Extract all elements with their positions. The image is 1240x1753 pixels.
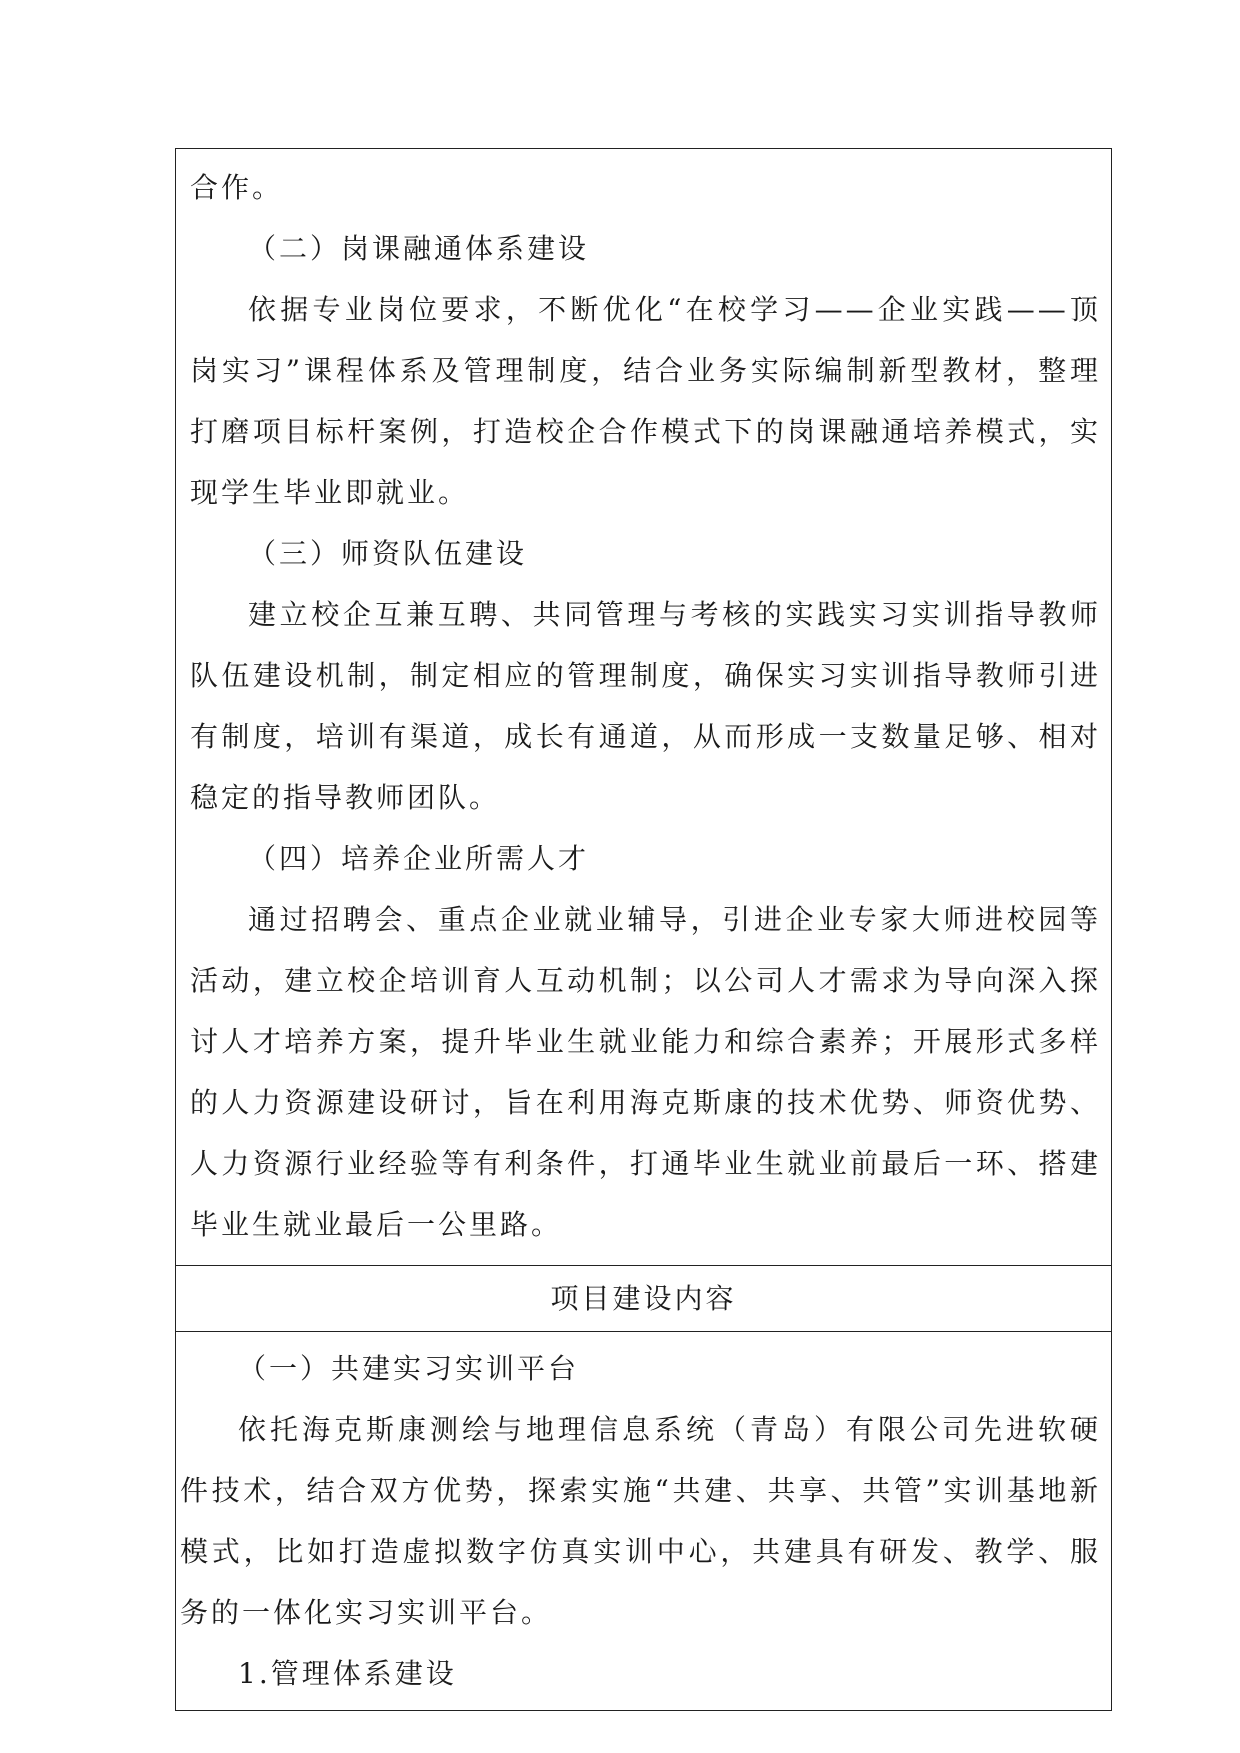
content-table (175, 148, 1112, 1711)
section-heading-4: （四）培养企业所需人才 (248, 842, 590, 875)
section-heading-3: （三）师资队伍建设 (248, 537, 528, 570)
content-subheading-1: 1.管理体系建设 (238, 1657, 457, 1690)
paragraph-2: 依据专业岗位要求，不断优化“在校学习——企业实践——顶岗实习”课程体系及管理制度，结合业务实际编制新型教材，整理打磨项目标杆案例，打造校企合作模式下的岗课融通培养模式，实现学生毕业即就业。 (190, 293, 1101, 509)
table-header-cell (176, 1265, 1111, 1331)
table-cell-content (176, 1331, 1111, 1710)
table-section-title: 项目建设内容 (550, 1281, 737, 1315)
paragraph-3: 建立校企互兼互聘、共同管理与考核的实践实习实训指导教师队伍建设机制，制定相应的管理制度，确保实习实训指导教师引进有制度，培训有渠道，成长有通道，从而形成一支数量足够、相对稳定的指导教师团队。 (190, 598, 1101, 814)
continuation-text: 合作。 (190, 171, 284, 204)
content-heading-1: （一）共建实习实训平台 (238, 1352, 580, 1385)
paragraph-4: 通过招聘会、重点企业就业辅导，引进企业专家大师进校园等活动，建立校企培训育人互动机制；以公司人才需求为导向深入探讨人才培养方案，提升毕业生就业能力和综合素养；开展形式多样的人力资源建设研讨，旨在利用海克斯康的技术优势、师资优势、人力资源行业经验等有利条件，打通毕业生就业前最后一环、搭建毕业生就业最后一公里路。 (190, 903, 1101, 1241)
content-paragraph-1: 依托海克斯康测绘与地理信息系统（青岛）有限公司先进软硬件技术，结合双方优势，探索实施“共建、共享、共管”实训基地新模式，比如打造虚拟数字仿真实训中心，共建具有研发、教学、服务的一体化实习实训平台。 (180, 1413, 1101, 1629)
section-heading-2: （二）岗课融通体系建设 (248, 232, 590, 265)
table-cell-goals (176, 149, 1111, 1265)
